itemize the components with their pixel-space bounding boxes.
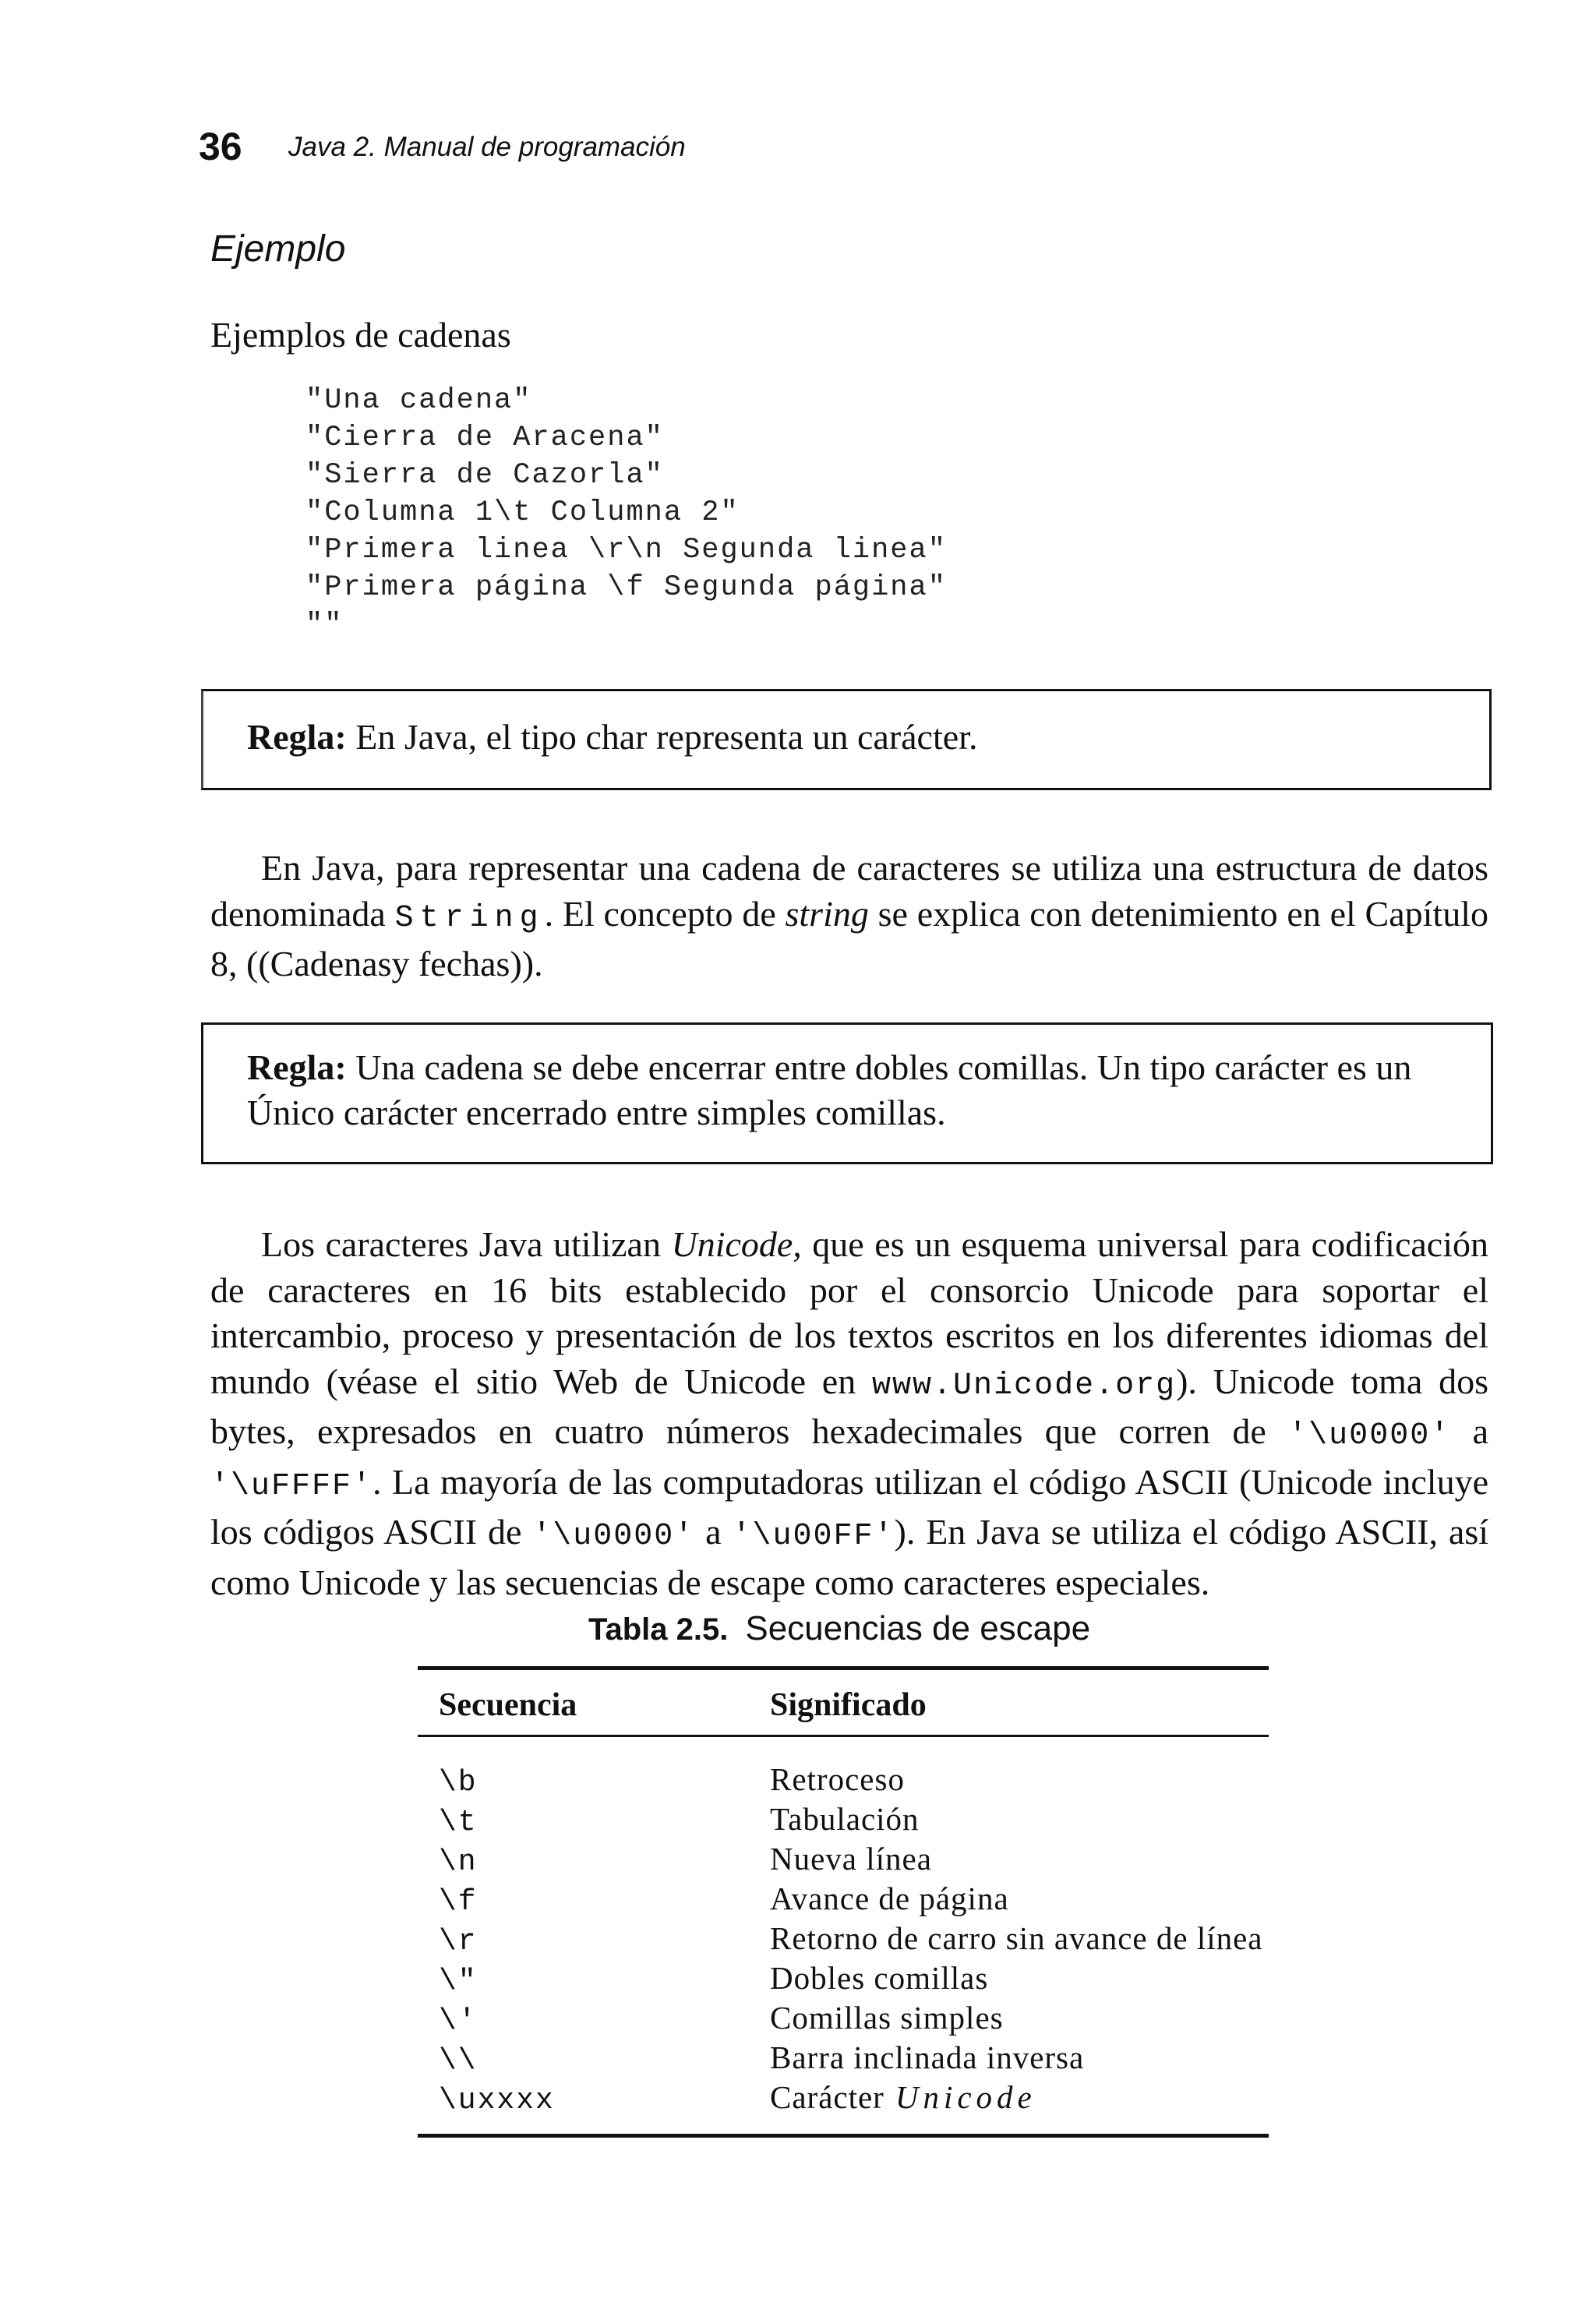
sequence-cell: \b bbox=[439, 1766, 478, 1799]
sequence-cell: \n bbox=[439, 1845, 478, 1879]
table-bottom-rule bbox=[418, 2134, 1269, 2138]
rule-label: Regla: bbox=[247, 1047, 347, 1087]
escape-sequence-table bbox=[439, 1760, 1265, 2117]
emphasis: Unicode, bbox=[671, 1224, 802, 1264]
rule-label: Regla: bbox=[247, 717, 347, 757]
meaning-cell: Tabulación bbox=[770, 1801, 920, 1837]
table-caption-label: Tabla 2.5. bbox=[588, 1612, 729, 1647]
sequence-cell: \" bbox=[439, 1965, 478, 1998]
table-row bbox=[439, 2038, 1265, 2078]
sequence-cell: \f bbox=[439, 1885, 478, 1919]
meaning-cell: Comillas simples bbox=[770, 2000, 1004, 2036]
rule-box bbox=[201, 689, 1492, 790]
table-top-rule bbox=[418, 1666, 1269, 1670]
code-line: "Primera linea \r\n Segunda linea" bbox=[305, 534, 947, 567]
column-header-sequence: Secuencia bbox=[439, 1687, 577, 1723]
table-header-rule bbox=[418, 1735, 1269, 1737]
meaning-cell: Avance de página bbox=[770, 1880, 1009, 1916]
sequence-cell: \\ bbox=[439, 2044, 478, 2078]
inline-code: '\u0000' bbox=[1288, 1418, 1451, 1453]
sequence-cell: \t bbox=[439, 1806, 478, 1839]
inline-code: '\uFFFF' bbox=[210, 1468, 373, 1504]
code-line: "" bbox=[305, 609, 344, 641]
sequence-cell: \uxxxx bbox=[439, 2084, 555, 2117]
meaning-cell: Carácter Unicode bbox=[770, 2079, 1036, 2115]
code-line: "Sierra de Cazorla" bbox=[305, 459, 664, 492]
code-line: "Cierra de Aracena" bbox=[305, 422, 664, 454]
table-caption-title: Secuencias de escape bbox=[745, 1609, 1091, 1647]
inline-code: String bbox=[394, 900, 545, 936]
table-caption bbox=[588, 1607, 1090, 1651]
page-number: 36 bbox=[199, 125, 242, 168]
sequence-cell: \r bbox=[439, 1925, 478, 1958]
body-paragraph: En Java, para representar una cadena de caracteres se utiliza una estructura de datos denominada String. El concepto de string se explica con detenimiento en el Capítulo 8, ((Cadenasy fechas)). bbox=[210, 848, 1488, 983]
rule-box bbox=[201, 1022, 1493, 1164]
table-row bbox=[439, 1760, 1265, 1799]
running-head: Java 2. Manual de programación bbox=[288, 132, 686, 162]
code-line: "Una cadena" bbox=[305, 384, 532, 417]
table-row bbox=[439, 1919, 1265, 1958]
table-row bbox=[439, 1799, 1265, 1839]
meaning-cell: Retorno de carro sin avance de línea bbox=[770, 1920, 1263, 1956]
rule-text: En Java, el tipo char representa un carácter. bbox=[355, 717, 978, 757]
table-row bbox=[439, 1998, 1265, 2038]
body-paragraph: Los caracteres Java utilizan Unicode, que es un esquema universal para codificación de caracteres en 16 bits establecido por el consorcio Unicode para soportar el intercambio, proceso y presentación de los textos escritos en los diferentes idiomas del mundo (véase el sitio Web de Unicode en www.Unicode.org). Unicode toma dos bytes, expresados en cuatro números hexadecimales que corren de '\u0000' a '\uFFFF'. La mayoría de las computadoras utilizan el código ASCII (Unicode incluye los códigos ASCII de '\u0000' a '\u00FF'). En Java se utiliza el código ASCII, así como Unicode y las secuencias de escape como caracteres especiales. bbox=[210, 1224, 1489, 1602]
section-title: Ejemplo bbox=[210, 228, 346, 270]
emphasis: string bbox=[785, 893, 869, 934]
inline-code: '\u0000' bbox=[532, 1519, 695, 1554]
code-listing bbox=[305, 382, 947, 644]
inline-code: '\u00FF' bbox=[732, 1519, 895, 1554]
table-row bbox=[439, 1958, 1265, 1998]
meaning-cell: Nueva línea bbox=[770, 1841, 932, 1877]
sequence-cell: \' bbox=[439, 2004, 478, 2038]
meaning-cell: Barra inclinada inversa bbox=[770, 2039, 1085, 2075]
meaning-cell: Retroceso bbox=[770, 1761, 905, 1797]
table-row bbox=[439, 1839, 1265, 1879]
inline-url: www.Unicode.org bbox=[872, 1368, 1177, 1404]
meaning-cell: Dobles comillas bbox=[770, 1960, 989, 1996]
column-header-meaning: Significado bbox=[770, 1687, 927, 1723]
code-line: "Primera página \f Segunda página" bbox=[305, 571, 947, 604]
rule-text: Una cadena se debe encerrar entre dobles comillas. Un tipo carácter es un Único carácter encerrado entre simples comillas. bbox=[247, 1047, 1412, 1132]
emphasis: Unicode bbox=[895, 2079, 1036, 2115]
table-row bbox=[439, 2078, 1265, 2117]
table-row bbox=[439, 1879, 1265, 1919]
code-line: "Columna 1\t Columna 2" bbox=[305, 496, 740, 529]
intro-text: Ejemplos de cadenas bbox=[210, 315, 511, 355]
